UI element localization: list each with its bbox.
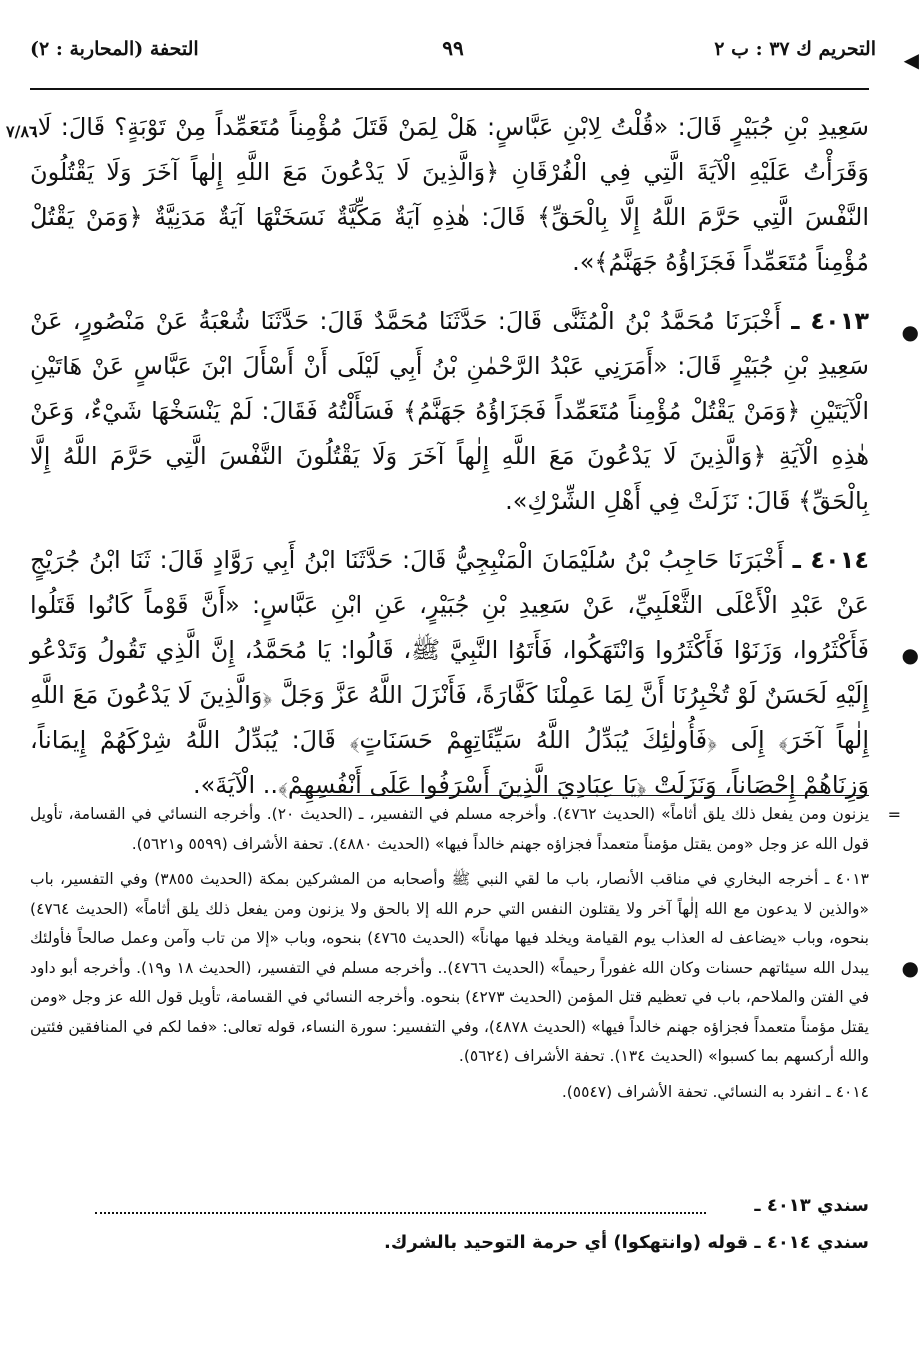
hadith-paragraph <box>30 299 869 524</box>
main-text <box>30 105 869 822</box>
hadith-number: ٤٠١٤ ـ <box>792 546 869 574</box>
header-tuhfa-ref: التحفة (المحاربة : ٢) <box>30 38 199 60</box>
edge-bullet-icon: ● <box>901 956 919 980</box>
footnote <box>30 800 901 859</box>
footnote-text: ٤٠١٤ ـ انفرد به النسائي. تحفة الأشراف (٥٥٤٧). <box>561 1082 869 1101</box>
footnote-text: ٤٠١٣ ـ أخرجه البخاري في مناقب الأنصار، باب ما لقي النبي ﷺ وأصحابه من المشركين بمكة (الحديث ٣٨٥٥) وفي التفسير، باب «والذين لا يدعون مع الله إلٰهاً آخر ولا يقتلون النفس التي حرم الله إلا بالحق ولا يزنون ومن يفعل ذلك يلق أثاماً» (الحديث ٤٧٦٤) بنحوه، وباب «يضاعف له العذاب يوم القيامة ويخلد فيها مهاناً» (الحديث ٤٧٦٥) بنحوه، وباب «إلا من تاب وآمن وعمل صالحاً فأولئك يبدل الله سيئاتهم حسنات وكان الله غفوراً رحيماً» (الحديث ٤٧٦٦).. وأخرجه مسلم في التفسير، (الحديث ١٨ و١٩). وأخرجه أبو داود في الفتن والملاحم، باب في تعظيم قتل المؤمن (الحديث ٤٢٧٣) بنحوه. وأخرجه النسائي في القسامة، تأويل قول الله عز وجل «ومن يقتل مؤمناً متعمداً فجزاؤه جهنم خالداً فيها» (الحديث ٤٨٧٨)، وفي التفسير: سورة النساء، قوله تعالى: «فما لكم في المنافقين فئتين والله أركسهم بما كسبوا» (الحديث ١٣٤). تحفة الأشراف (٥٦٢٤). <box>30 870 869 1065</box>
hadith-paragraph <box>30 538 869 808</box>
sindi-note: سندي ٤٠١٤ ـ قوله (وانتهكوا) أي حرمة التوحيد بالشرك. <box>384 1232 869 1253</box>
hadith-text: أَخْبَرَنَا مُحَمَّدُ بْنُ الْمُثَنَّى قَالَ: حَدَّثَنَا مُحَمَّدٌ قَالَ: حَدَّثَنَا شُعْبَةُ عَنْ مَنْصُورٍ، عَنْ سَعِيدِ بْنِ جُبَيْرٍ قَالَ: «أَمَرَنِي عَبْدُ الرَّحْمٰنِ بْنُ أَبِي لَيْلَى أَنْ أَسْأَلَ ابْنَ عَبَّاسٍ عَنْ هَاتَيْنِ الْآيَتَيْنِ ﴿وَمَنْ يَقْتُلْ مُؤْمِناً مُتَعَمِّداً فَجَزَاؤُهُ جَهَنَّمُ﴾ فَسَأَلْتُهُ فَقَالَ: لَمْ يَنْسَخْهَا شَيْءٌ، وَعَنْ هٰذِهِ الْآيَةِ ﴿وَالَّذِينَ لَا يَدْعُونَ مَعَ اللَّهِ إِلٰهاً آخَرَ وَلَا يَقْتُلُونَ النَّفْسَ الَّتِي حَرَّمَ اللَّهُ إِلَّا بِالْحَقِّ﴾ قَالَ: نَزَلَتْ فِي أَهْلِ الشِّرْكِ». <box>30 307 869 515</box>
running-header <box>30 30 876 70</box>
page-number: ٩٩ <box>442 36 464 60</box>
edge-bullet-icon: ◀ <box>903 48 919 72</box>
footnotes <box>30 800 901 1113</box>
footnote <box>30 1078 869 1108</box>
footnote-text: يزنون ومن يفعل ذلك يلق أثاماً» (الحديث ٤٧٦٢). وأخرجه مسلم في التفسير، ـ (الحديث ٢٠). وأخرجه النسائي في القسامة، تأويل قول الله عز وجل «ومن يقتل مؤمناً متعمداً فجزاؤه جهنم خالداً فيها» (الحديث ٤٨٨٠). تحفة الأشراف (٥٥٩٩ و٥٦٢١). <box>30 805 870 853</box>
edge-bullet-icon: ● <box>901 320 919 344</box>
header-divider <box>30 88 869 90</box>
hadith-number: ٤٠١٣ ـ <box>791 307 869 335</box>
hadith-text: أَخْبَرَنَا حَاجِبُ بْنُ سُلَيْمَانَ الْمَنْبِجِيُّ قَالَ: حَدَّثَنَا ابْنُ أَبِي رَوَّادٍ قَالَ: ثَنَا ابْنُ جُرَيْجٍ عَنْ عَبْدِ الْأَعْلَى الثَّعْلَبِيِّ، عَنْ سَعِيدِ بْنِ جُبَيْرٍ، عَنِ ابْنِ عَبَّاسٍ: «أَنَّ قَوْماً كَانُوا قَتَلُوا فَأَكْثَرُوا، وَزَنَوْا فَأَكْثَرُوا وَانْتَهَكُوا، فَأَتَوُا النَّبِيَّ ﷺ، قَالُوا: يَا مُحَمَّدُ، إِنَّ الَّذِي تَقُولُ وَتَدْعُو إِلَيْهِ لَحَسَنٌ لَوْ تُخْبِرُنَا أَنَّ لِمَا عَمِلْنَا كَفَّارَةً، فَأَنْزَلَ اللَّهُ عَزَّ وَجَلَّ ﴿وَالَّذِينَ لَا يَدْعُونَ مَعَ اللَّهِ إِلٰهاً آخَرَ﴾ إِلَى ﴿فَأُولٰئِكَ يُبَدِّلُ اللَّهُ سَيِّئَاتِهِمْ حَسَنَاتٍ﴾ قَالَ: يُبَدِّلُ اللَّهُ شِرْكَهُمْ إِيمَاناً، وَزِنَاهُمْ إِحْصَاناً، وَنَزَلَتْ ﴿يَا عِبَادِيَ الَّذِينَ أَسْرَفُوا عَلَى أَنْفُسِهِمْ﴾.. الْآيَةَ». <box>30 546 869 799</box>
margin-reference: ٧/٨٦ <box>6 122 38 141</box>
header-chapter: التحريم ك ٣٧ : ب ٢ <box>714 38 876 60</box>
sindi-note: سندي ٤٠١٣ ـ <box>754 1195 869 1216</box>
continuation-mark: = <box>887 805 901 824</box>
footnote <box>30 865 869 1072</box>
edge-bullet-icon: ● <box>901 643 919 667</box>
dotted-leader <box>95 1212 706 1214</box>
hadith-paragraph <box>30 105 869 285</box>
hadith-text: سَعِيدِ بْنِ جُبَيْرٍ قَالَ: «قُلْتُ لِابْنِ عَبَّاسٍ: هَلْ لِمَنْ قَتَلَ مُؤْمِناً مُتَعَمِّداً مِنْ تَوْبَةٍ؟ قَالَ: لَا، وَقَرَأْتُ عَلَيْهِ الْآيَةَ الَّتِي فِي الْفُرْقَانِ ﴿وَالَّذِينَ لَا يَدْعُونَ مَعَ اللَّهِ إِلٰهاً آخَرَ وَلَا يَقْتُلُونَ النَّفْسَ الَّتِي حَرَّمَ اللَّهُ إِلَّا بِالْحَقِّ﴾ قَالَ: هٰذِهِ آيَةٌ مَكِّيَّةٌ نَسَخَتْهَا آيَةٌ مَدَنِيَّةٌ ﴿وَمَنْ يَقْتُلْ مُؤْمِناً مُتَعَمِّداً فَجَزَاؤُهُ جَهَنَّمُ﴾». <box>30 113 869 276</box>
footnote-divider <box>300 795 869 796</box>
